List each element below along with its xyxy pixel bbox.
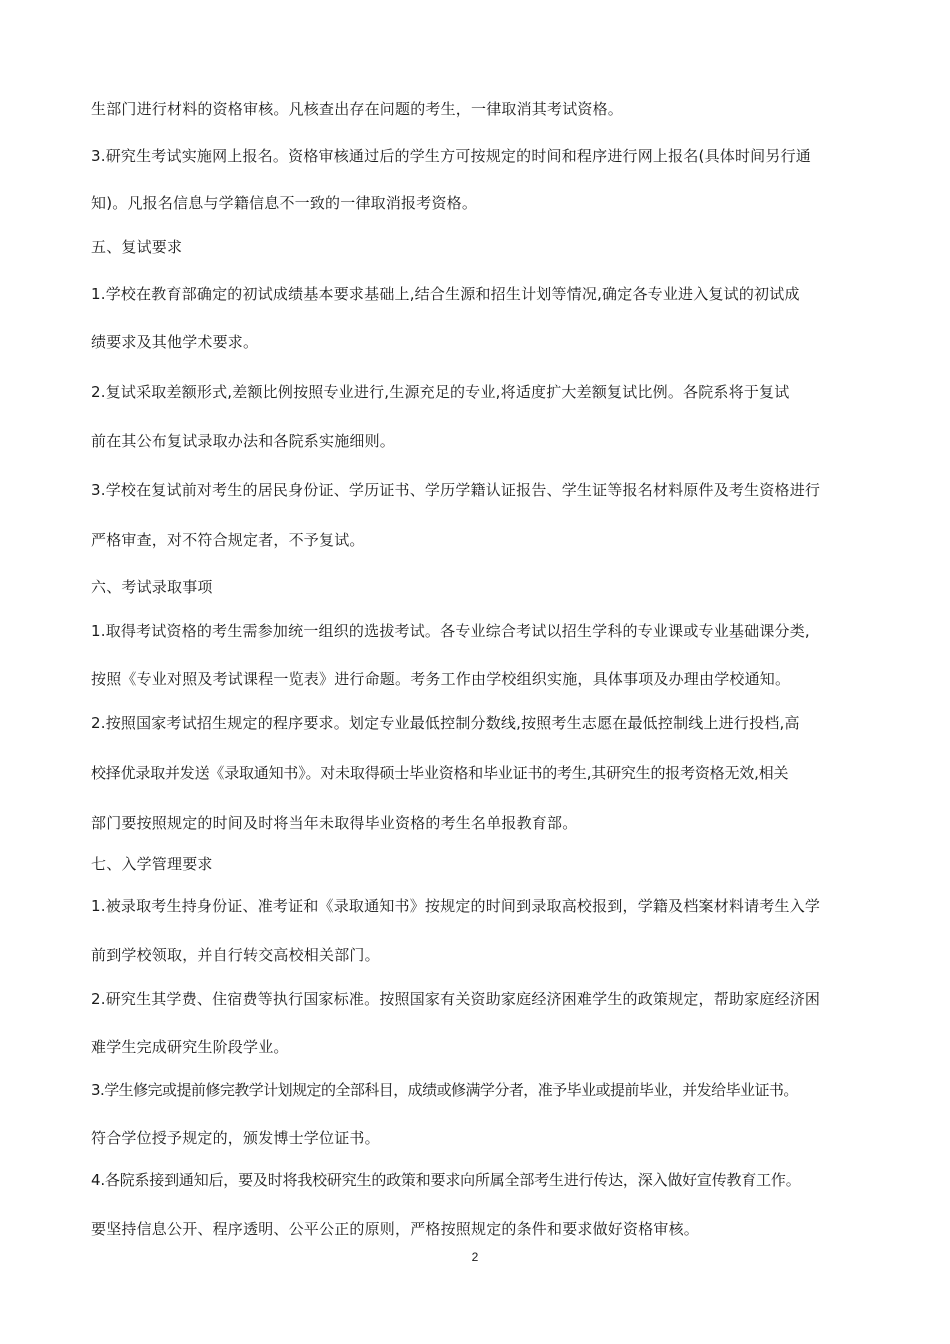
section-heading: 七、入学管理要求 (91, 855, 213, 873)
page-number: 2 (471, 1250, 479, 1264)
text-line: 4.各院系接到通知后，要及时将我校研究生的政策和要求向所属全部考生进行传达，深入做好宣传教育工作。 (91, 1171, 801, 1189)
text-line: 3.研究生考试实施网上报名。资格审核通过后的学生方可按规定的时间和程序进行网上报名(具体时间另行通 (91, 147, 811, 165)
text-line: 1.学校在教育部确定的初试成绩基本要求基础上,结合生源和招生计划等情况,确定各专业进入复试的初试成 (91, 285, 800, 303)
text-line: 严格审查，对不符合规定者，不予复试。 (91, 531, 365, 549)
text-line: 前到学校领取，并自行转交高校相关部门。 (91, 946, 380, 964)
text-line: 部门要按照规定的时间及时将当年未取得毕业资格的考生名单报教育部。 (91, 814, 578, 832)
text-line: 绩要求及其他学术要求。 (91, 333, 259, 351)
text-line: 按照《专业对照及考试课程一览表》进行命题。考务工作由学校组织实施，具体事项及办理由学校通知。 (91, 670, 791, 688)
text-line: 难学生完成研究生阶段学业。 (91, 1038, 289, 1056)
section-heading: 五、复试要求 (91, 238, 183, 256)
text-line: 校择优录取并发送《录取通知书》。对未取得硕士毕业资格和毕业证书的考生,其研究生的报考资格无效,相关 (91, 764, 789, 782)
text-line: 2.复试采取差额形式,差额比例按照专业进行,生源充足的专业,将适度扩大差额复试比例。各院系将于复试 (91, 383, 790, 401)
text-line: 3.学生修完或提前修完教学计划规定的全部科目，成绩或修满学分者，准予毕业或提前毕业，并发给毕业证书。 (91, 1081, 798, 1099)
text-line: 前在其公布复试录取办法和各院系实施细则。 (91, 432, 396, 450)
text-line: 2.按照国家考试招生规定的程序要求。划定专业最低控制分数线,按照考生志愿在最低控制线上进行投档,高 (91, 714, 800, 732)
text-line: 1.取得考试资格的考生需参加统一组织的选拔考试。各专业综合考试以招生学科的专业课或专业基础课分类, (91, 622, 810, 640)
text-line: 生部门进行材料的资格审核。凡核查出存在问题的考生，一律取消其考试资格。 (91, 100, 624, 118)
text-line: 2.研究生其学费、住宿费等执行国家标准。按照国家有关资助家庭经济困难学生的政策规定，帮助家庭经济困 (91, 990, 821, 1008)
text-line: 符合学位授予规定的，颁发博士学位证书。 (91, 1129, 380, 1147)
text-line: 要坚持信息公开、程序透明、公平公正的原则，严格按照规定的条件和要求做好资格审核。 (91, 1220, 700, 1238)
text-line: 知)。凡报名信息与学籍信息不一致的一律取消报考资格。 (91, 194, 478, 212)
section-heading: 六、考试录取事项 (91, 578, 213, 596)
text-line: 1.被录取考生持身份证、准考证和《录取通知书》按规定的时间到录取高校报到，学籍及档案材料请考生入学 (91, 897, 821, 915)
text-line: 3.学校在复试前对考生的居民身份证、学历证书、学历学籍认证报告、学生证等报名材料原件及考生资格进行 (91, 481, 821, 499)
